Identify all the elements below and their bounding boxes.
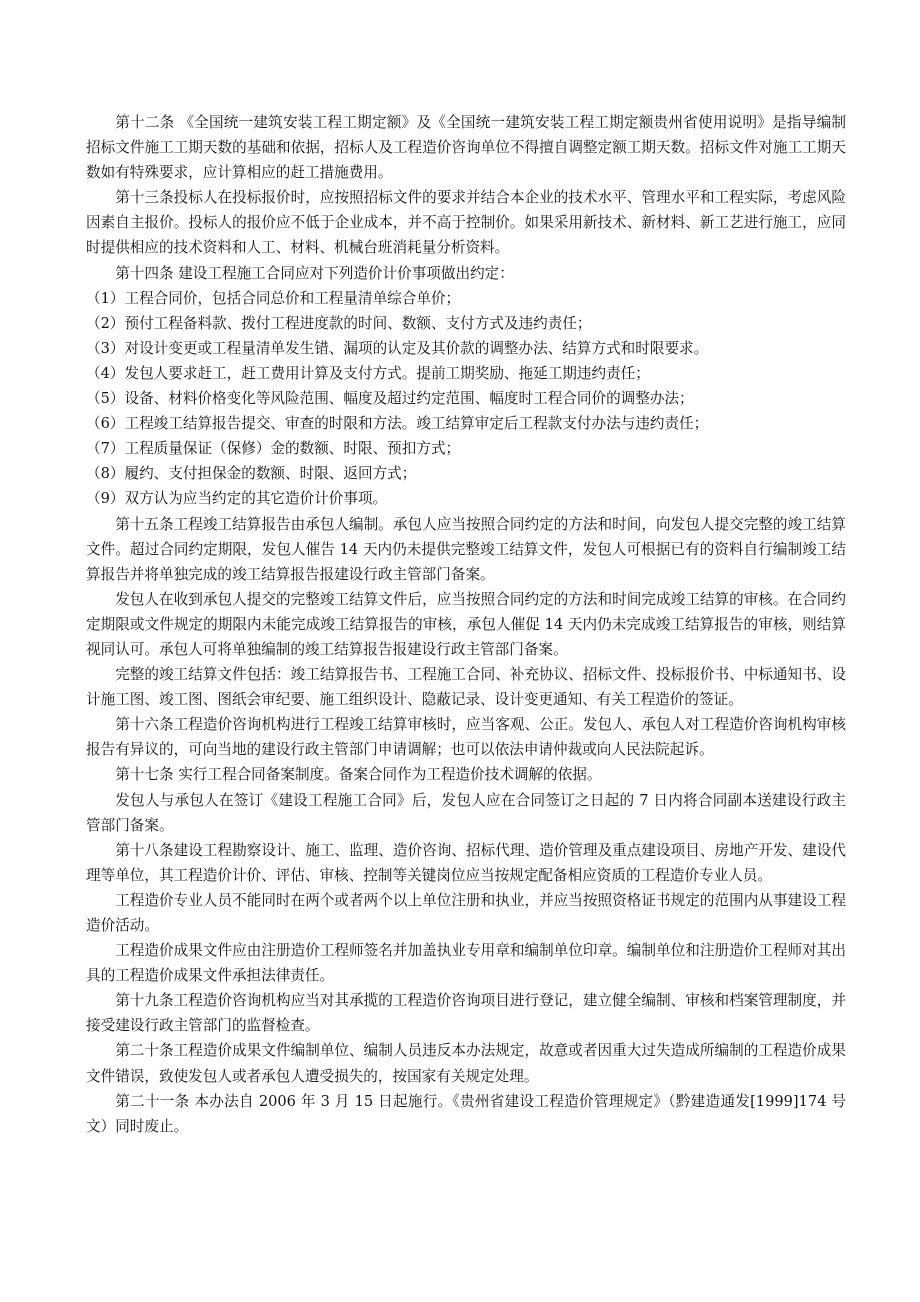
article-14-item-4: （4）发包人要求赶工，赶工费用计算及支付方式。提前工期奖励、拖延工期违约责任； — [86, 364, 650, 382]
article-14-item-2: （2）预付工程备料款、拨付工程进度款的时间、数额、支付方式及违约责任； — [86, 314, 592, 332]
article-14-item-7: （7）工程质量保证（保修）金的数额、时限、预扣方式； — [86, 440, 461, 458]
article-14-item-9: （9）双方认为应当约定的其它造价计价事项。 — [86, 490, 388, 508]
article-18: 第十八条建设工程勘察设计、施工、监理、造价咨询、招标代理、造价管理及重点建设项目、房地产开发、建设代理等单位，其工程造价计价、评估、审核、控制等关键岗位应当按规定配备相应资质的工程造价专业人员。 — [86, 841, 846, 884]
article-12: 第十二条 《全国统一建筑安装工程工期定额》及《全国统一建筑安装工程工期定额贵州省使用说明》是指导编制招标文件施工工期天数的基础和依据，招标人及工程造价咨询单位不得擅自调整定额工期天数。招标文件对施工工期天数如有特殊要求，应计算相应的赶工措施费用。 — [86, 114, 846, 182]
article-14: 第十四条 建设工程施工合同应对下列造价计价事项做出约定： — [115, 264, 514, 282]
article-15: 第十五条工程竣工结算报告由承包人编制。承包人应当按照合同约定的方法和时间，向发包人提交完整的竣工结算文件。超过合同约定期限，发包人催告 14 天内仍未提供完整竣工结算文件，发包人可根据已有的资料自行编制竣工结算报告并将单独完成的竣工结算报告报建设行政主管部门备案。 — [86, 515, 846, 583]
article-14-item-1: （1）工程合同价，包括合同总价和工程量清单综合单价； — [86, 289, 461, 307]
document-body — [86, 110, 846, 1139]
article-14-item-5: （5）设备、材料价格变化等风险范围、幅度及超过约定范围、幅度时工程合同价的调整办法； — [86, 390, 694, 408]
article-13: 第十三条投标人在投标报价时，应按照招标文件的要求并结合本企业的技术水平、管理水平和工程实际，考虑风险因素自主报价。投标人的报价应不低于企业成本，并不高于控制价。如果采用新技术、新材料、新工艺进行施工，应同时提供相应的技术资料和人工、材料、机械台班消耗量分析资料。 — [86, 189, 846, 257]
article-14-item-6: （6）工程竣工结算报告提交、审查的时限和方法。竣工结算审定后工程款支付办法与违约责任； — [86, 415, 709, 433]
article-21: 第二十一条 本办法自 2006 年 3 月 15 日起施行。《贵州省建设工程造价管理规定》（黔建造通发[1999]174 号文）同时废止。 — [86, 1092, 846, 1135]
article-18-para-2: 工程造价专业人员不能同时在两个或者两个以上单位注册和执业，并应当按照资格证书规定的范围内从事建设工程造价活动。 — [86, 891, 846, 934]
article-14-item-8: （8）履约、支付担保金的数额、时限、返回方式； — [86, 465, 417, 483]
article-15-para-2: 发包人在收到承包人提交的完整竣工结算文件后，应当按照合同约定的方法和时间完成竣工结算的审核。在合同约定期限或文件规定的期限内未能完成竣工结算报告的审核，承包人催促 14 天内仍未完成竣工结算报告的审核，则结算视同认可。承包人可将单独编制的竣工结算报告报建设行政主管部门备案。 — [86, 590, 846, 658]
article-18-para-3: 工程造价成果文件应由注册造价工程师签名并加盖执业专用章和编制单位印章。编制单位和注册造价工程师对其出具的工程造价成果文件承担法律责任。 — [86, 942, 846, 985]
article-17-para-2: 发包人与承包人在签订《建设工程施工合同》后，发包人应在合同签订之日起的 7 日内将合同副本送建设行政主管部门备案。 — [86, 791, 846, 834]
article-14-item-3: （3）对设计变更或工程量清单发生错、漏项的认定及其价款的调整办法、结算方式和时限要求。 — [86, 339, 709, 357]
article-15-para-3: 完整的竣工结算文件包括：竣工结算报告书、工程施工合同、补充协议、招标文件、投标报价书、中标通知书、设计施工图、竣工图、图纸会审纪要、施工组织设计、隐蔽记录、设计变更通知、有关工程造价的签证。 — [86, 666, 846, 709]
article-17: 第十七条 实行工程合同备案制度。备案合同作为工程造价技术调解的依据。 — [115, 766, 602, 784]
article-16: 第十六条工程造价咨询机构进行工程竣工结算审核时，应当客观、公正。发包人、承包人对工程造价咨询机构审核报告有异议的，可向当地的建设行政主管部门申请调解；也可以依法申请仲裁或向人民法院起诉。 — [86, 716, 846, 759]
article-19: 第十九条工程造价咨询机构应当对其承揽的工程造价咨询项目进行登记，建立健全编制、审核和档案管理制度，并接受建设行政主管部门的监督检查。 — [86, 992, 846, 1035]
article-20: 第二十条工程造价成果文件编制单位、编制人员违反本办法规定，故意或者因重大过失造成所编制的工程造价成果文件错误，致使发包人或者承包人遭受损失的，按国家有关规定处理。 — [86, 1042, 846, 1085]
